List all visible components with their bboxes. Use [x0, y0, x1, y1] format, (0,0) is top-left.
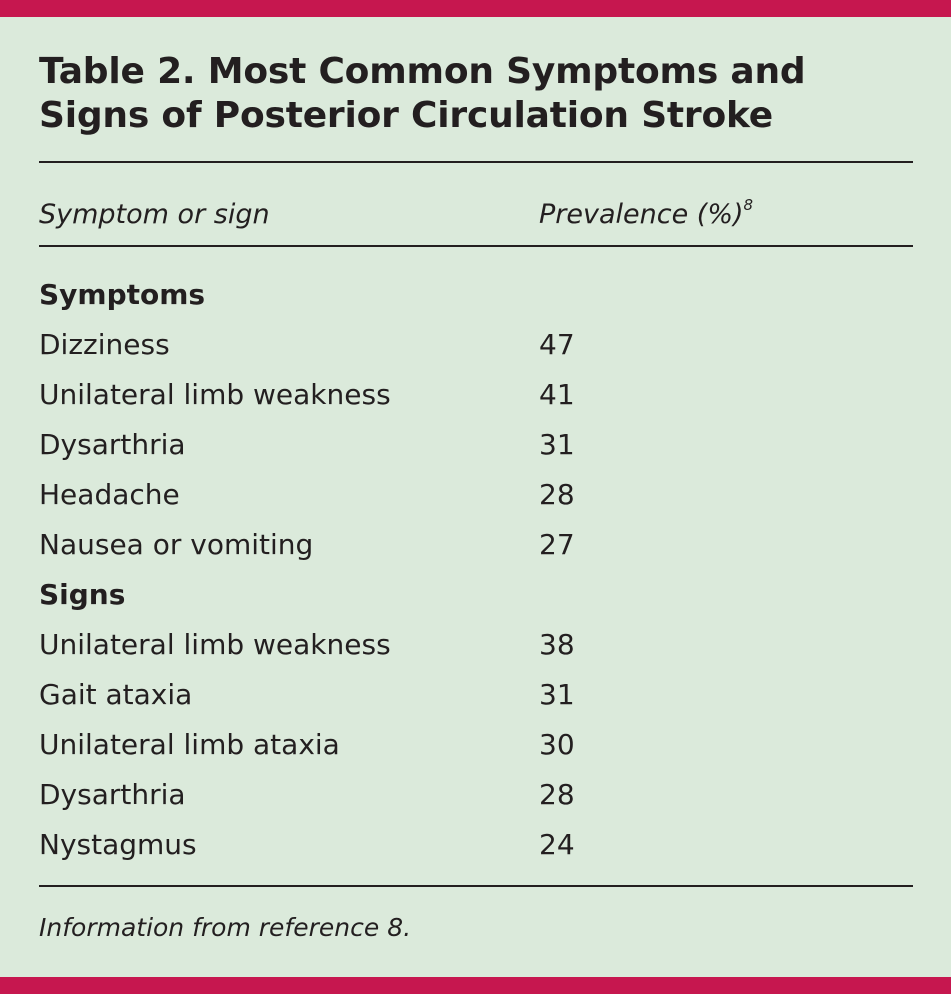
table-footnote: Information from reference 8. — [39, 913, 412, 942]
table-row — [39, 675, 913, 725]
section-header-signs — [39, 575, 913, 625]
section-header-symptoms — [39, 275, 913, 325]
table-row — [39, 825, 913, 875]
row-value: 27 — [539, 528, 575, 561]
footer-divider — [39, 885, 913, 887]
row-name: Unilateral limb weakness — [39, 628, 391, 661]
section-label: Symptoms — [39, 278, 206, 311]
table-row — [39, 325, 913, 375]
row-value: 38 — [539, 628, 575, 661]
column-header-prevalence — [539, 197, 753, 233]
top-accent-bar — [0, 0, 951, 17]
row-name: Gait ataxia — [39, 678, 193, 711]
row-name: Unilateral limb weakness — [39, 378, 391, 411]
row-name: Dizziness — [39, 328, 170, 361]
reference-superscript: 8 — [743, 196, 754, 214]
section-label: Signs — [39, 578, 126, 611]
title-divider — [39, 161, 913, 163]
table-row — [39, 375, 913, 425]
table-row — [39, 725, 913, 775]
row-value: 31 — [539, 428, 575, 461]
table-row — [39, 625, 913, 675]
table-row — [39, 775, 913, 825]
row-name: Nausea or vomiting — [39, 528, 314, 561]
row-value: 47 — [539, 328, 575, 361]
row-name: Headache — [39, 478, 180, 511]
row-value: 30 — [539, 728, 575, 761]
row-value: 28 — [539, 778, 575, 811]
row-value: 41 — [539, 378, 575, 411]
table-row — [39, 525, 913, 575]
bottom-accent-bar — [0, 977, 951, 994]
row-name: Nystagmus — [39, 828, 197, 861]
table-row — [39, 425, 913, 475]
row-name: Unilateral limb ataxia — [39, 728, 340, 761]
row-value: 28 — [539, 478, 575, 511]
row-name: Dysarthria — [39, 428, 186, 461]
row-value: 31 — [539, 678, 575, 711]
row-value: 24 — [539, 828, 575, 861]
column-header-prevalence-label: Prevalence (%) — [539, 199, 744, 230]
table-body — [39, 275, 913, 875]
column-header-symptom: Symptom or sign — [39, 199, 270, 230]
table-row — [39, 475, 913, 525]
table-title: Table 2. Most Common Symptoms and Signs of Posterior Circulation Stroke — [39, 51, 806, 136]
row-name: Dysarthria — [39, 778, 186, 811]
header-divider — [39, 245, 913, 247]
